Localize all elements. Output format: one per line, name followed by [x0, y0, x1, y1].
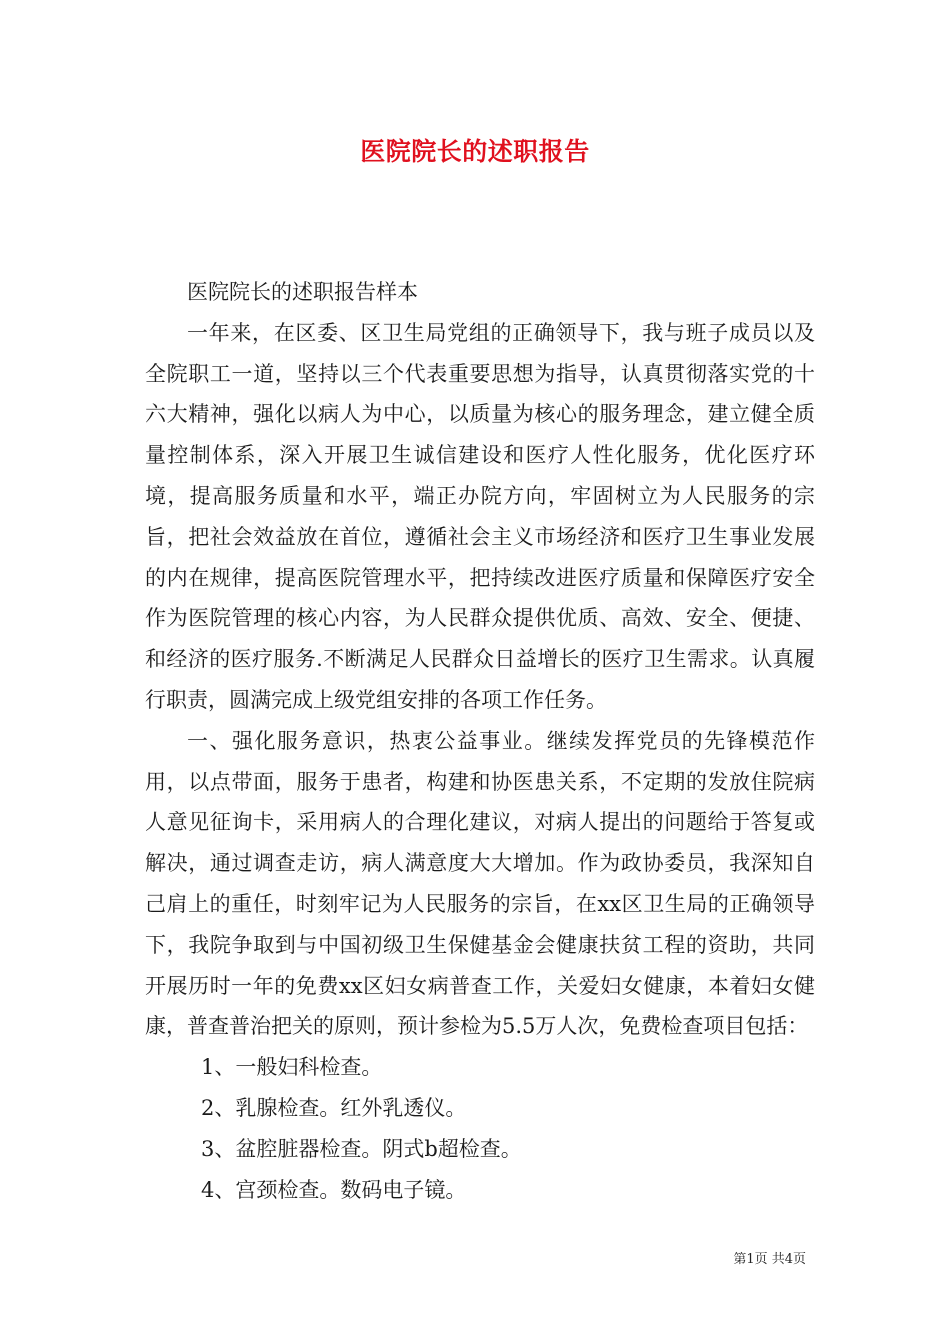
body-paragraph: 一年来，在区委、区卫生局党组的正确领导下，我与班子成员以及全院职工一道，坚持以三个代表重要思想为指导，认真贯彻落实党的十六大精神，强化以病人为中心，以质量为核心的服务理念，建立健全质量控制体系，深入开展卫生诚信建设和医疗人性化服务，优化医疗环境，提高服务质量和水平，端正办院方向，牢固树立为人民服务的宗旨，把社会效益放在首位，遵循社会主义市场经济和医疗卫生事业发展的内在规律，提高医院管理水平，把持续改进医疗质量和保障医疗安全作为医院管理的核心内容，为人民群众提供优质、高效、安全、便捷、和经济的医疗服务.不断满足人民群众日益增长的医疗卫生需求。认真履行职责，圆满完成上级党组安排的各项工作任务。 — [145, 320, 815, 712]
list-item: 1、一般妇科检查。 — [201, 1055, 383, 1080]
list-item: 2、乳腺检查。红外乳透仪。 — [201, 1095, 467, 1120]
document-body — [145, 272, 815, 1210]
list-item: 3、盆腔脏器检查。阴式b超检查。 — [201, 1136, 522, 1161]
document-title: 医院院长的述职报告 — [360, 137, 590, 166]
list-item: 4、宫颈检查。数码电子镜。 — [201, 1177, 467, 1202]
subtitle-paragraph: 医院院长的述职报告样本 — [187, 280, 418, 304]
page-number-footer: 第1页 共4页 — [733, 1252, 806, 1267]
body-paragraph: 一、强化服务意识，热衷公益事业。继续发挥党员的先锋模范作用，以点带面，服务于患者，构建和协医患关系，不定期的发放住院病人意见征询卡，采用病人的合理化建议，对病人提出的问题给于答复或解决，通过调查走访，病人满意度大大增加。作为政协委员，我深知自己肩上的重任，时刻牢记为人民服务的宗旨，在xx区卫生局的正确领导下，我院争取到与中国初级卫生保健基金会健康扶贫工程的资助，共同开展历时一年的免费xx区妇女病普查工作，关爱妇女健康，本着妇女健康，普查普治把关的原则，预计参检为5.5万人次，免费检查项目包括： — [145, 728, 815, 1039]
